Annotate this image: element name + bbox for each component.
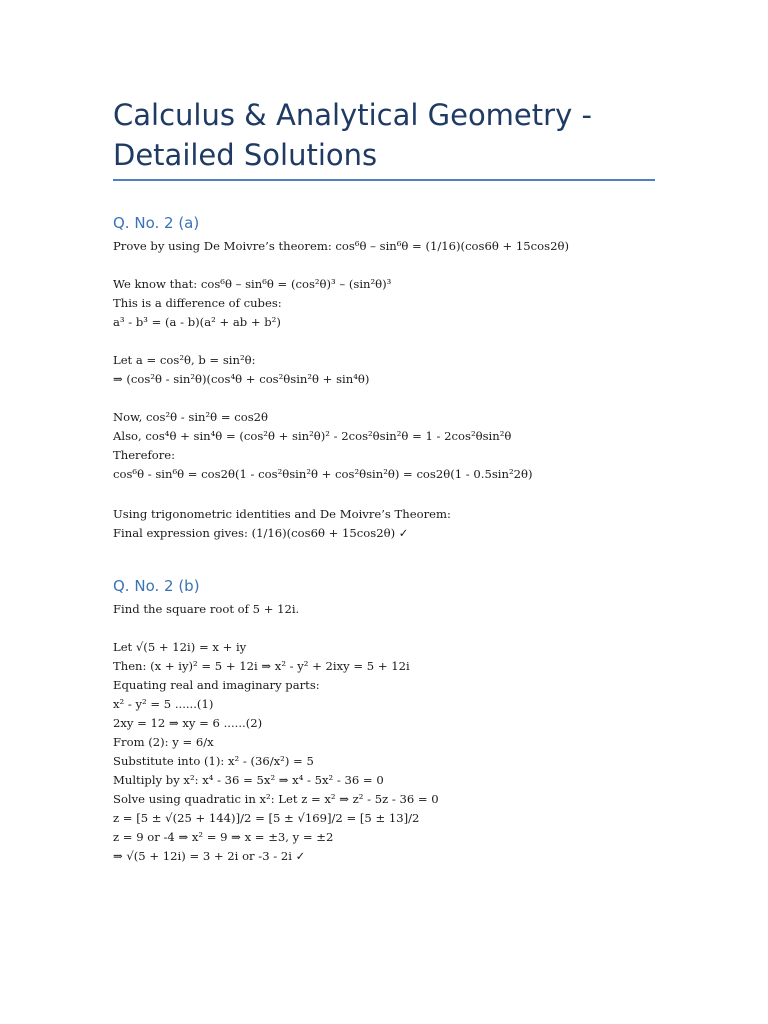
section-b-line: Substitute into (1): x² - (36/x²) = 5 — [113, 754, 314, 768]
section-a-line: a³ - b³ = (a - b)(a² + ab + b²) — [113, 315, 281, 329]
section-b-line: 2xy = 12 ⇒ xy = 6 ......(2) — [113, 716, 263, 730]
section-a-line: cos⁶θ - sin⁶θ = cos2θ(1 - cos²θsin²θ + cos²θsin²θ) = cos2θ(1 - 0.5sin²2θ) — [113, 467, 533, 481]
section-b-line: Solve using quadratic in x²: Let z = x² ⇒ z² - 5z - 36 = 0 — [113, 792, 439, 806]
section-a-line: Using trigonometric identities and De Moivre’s Theorem: — [113, 507, 451, 521]
section-b-line: ⇒ √(5 + 12i) = 3 + 2i or -3 - 2i ✓ — [113, 849, 306, 863]
section-a-line: Now, cos²θ - sin²θ = cos2θ — [113, 410, 268, 424]
section-b-line: Equating real and imaginary parts: — [113, 678, 320, 692]
section-b-line: Let √(5 + 12i) = x + iy — [113, 640, 247, 654]
section-a-line: Therefore: — [113, 448, 176, 462]
section-a-line: ⇒ (cos²θ - sin²θ)(cos⁴θ + cos²θsin²θ + sin⁴θ) — [113, 372, 370, 386]
section-a-line: We know that: cos⁶θ – sin⁶θ = (cos²θ)³ – (sin²θ)³ — [113, 277, 392, 291]
section-b-line: From (2): y = 6/x — [113, 735, 214, 749]
section-b-line: x² - y² = 5 ......(1) — [113, 697, 214, 711]
title-line-1: Calculus & Analytical Geometry - — [113, 98, 592, 132]
section-b-line: Then: (x + iy)² = 5 + 12i ⇒ x² - y² + 2ixy = 5 + 12i — [113, 659, 410, 673]
section-a-line: Prove by using De Moivre’s theorem: cos⁶θ – sin⁶θ = (1/16)(cos6θ + 15cos2θ) — [113, 239, 569, 253]
section-a-line: Let a = cos²θ, b = sin²θ: — [113, 353, 256, 367]
section-b-line: Multiply by x²: x⁴ - 36 = 5x² ⇒ x⁴ - 5x² - 36 = 0 — [113, 773, 384, 787]
section-a-line: Final expression gives: (1/16)(cos6θ + 15cos2θ) ✓ — [113, 526, 409, 540]
section-a-line: This is a difference of cubes: — [113, 296, 282, 310]
section-b-line: Find the square root of 5 + 12i. — [113, 602, 300, 616]
section-a-line: Also, cos⁴θ + sin⁴θ = (cos²θ + sin²θ)² - 2cos²θsin²θ = 1 - 2cos²θsin²θ — [113, 429, 512, 443]
section-a-heading: Q. No. 2 (a) — [113, 214, 200, 232]
title-underline — [113, 179, 655, 181]
title-line-2: Detailed Solutions — [113, 138, 378, 172]
document-title — [113, 95, 658, 175]
section-b-line: z = [5 ± √(25 + 144)]/2 = [5 ± √169]/2 = [5 ± 13]/2 — [113, 811, 420, 825]
section-b-heading: Q. No. 2 (b) — [113, 577, 200, 595]
section-b-line: z = 9 or -4 ⇒ x² = 9 ⇒ x = ±3, y = ±2 — [113, 830, 334, 844]
